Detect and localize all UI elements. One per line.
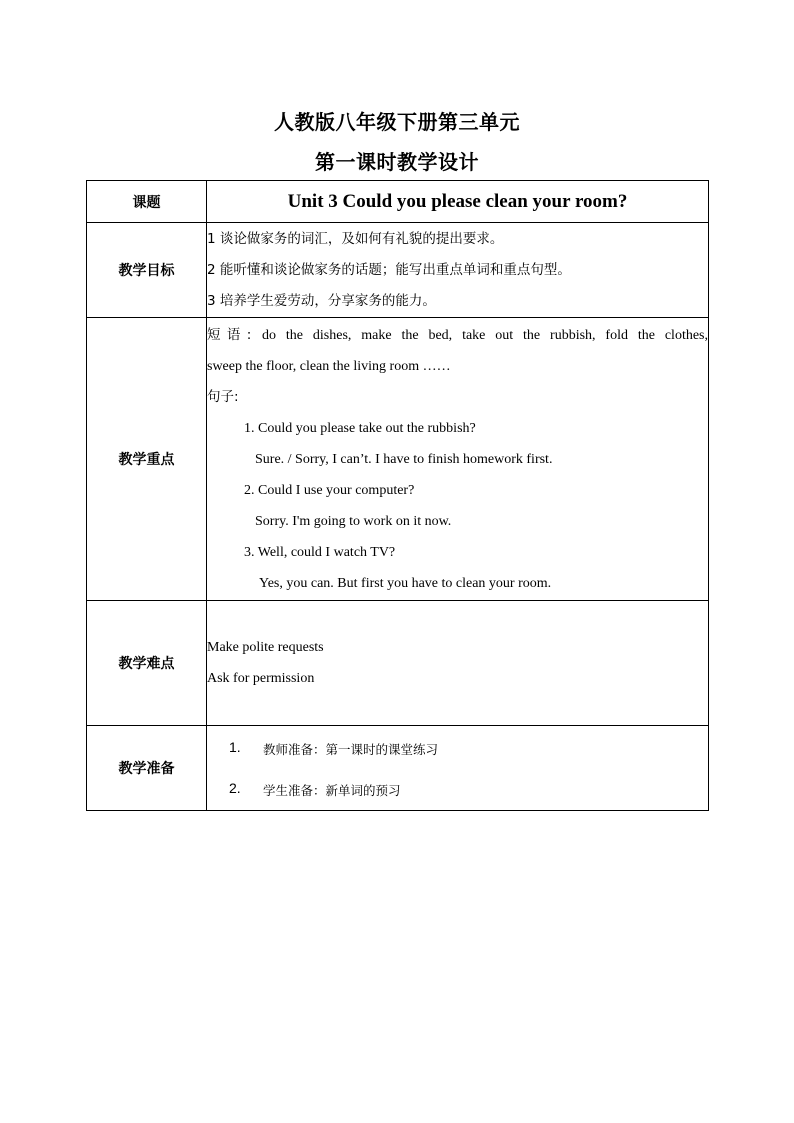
topic-row: [87, 181, 709, 223]
sentences-label: 句子:: [207, 388, 239, 405]
lesson-plan-table: [86, 180, 709, 811]
sentence-2-reply: Sorry. I'm going to work on it now.: [255, 513, 452, 529]
objective-item: 1 谈论做家务的词汇，及如何有礼貌的提出要求。: [207, 230, 504, 247]
sentence-3-reply: Yes, you can. But first you have to clean your room.: [259, 575, 552, 591]
difficulties-label: 教学难点: [87, 601, 207, 726]
preparation-item: [207, 768, 708, 810]
phrases-line: [207, 320, 708, 351]
key-points-label: 教学重点: [87, 318, 207, 601]
preparation-row: [87, 726, 709, 811]
difficulties-row: [87, 601, 709, 726]
topic-label: 课题: [87, 181, 207, 223]
phrases-prefix: 短语:: [207, 326, 252, 343]
document-subtitle: 第一课时教学设计: [315, 150, 479, 174]
preparation-text: 学生准备：新单词的预习: [263, 783, 401, 798]
objective-item: 2 能听懂和谈论做家务的话题；能写出重点单词和重点句型。: [207, 261, 571, 278]
objective-item: 3 培养学生爱劳动，分享家务的能力。: [207, 292, 436, 309]
difficulty-item: Make polite requests: [207, 640, 324, 655]
objectives-row: [87, 223, 709, 318]
topic-value: Unit 3 Could you please clean your room?: [207, 181, 709, 223]
preparation-text: 教师准备：第一课时的课堂练习: [263, 742, 439, 757]
key-points-content: [207, 318, 709, 601]
phrases-line-2: sweep the floor, clean the living room ……: [207, 358, 451, 374]
preparation-number: 2.: [229, 780, 241, 796]
preparation-label: 教学准备: [87, 726, 207, 811]
phrases-text: do the dishes, make the bed, take out the rubbish, fold the clothes,: [262, 327, 709, 343]
difficulties-content: [207, 601, 709, 726]
objectives-label: 教学目标: [87, 223, 207, 318]
sentence-1-reply: Sure. / Sorry, I can’t. I have to finish homework first.: [255, 451, 553, 467]
document-title: 人教版八年级下册第三单元: [274, 110, 520, 134]
key-points-row: [87, 318, 709, 601]
preparation-number: 1.: [229, 739, 241, 755]
preparation-item: [207, 726, 708, 768]
objectives-content: [207, 223, 709, 318]
sentence-3: 3. Well, could I watch TV?: [244, 544, 396, 560]
sentence-1: 1. Could you please take out the rubbish?: [244, 420, 476, 436]
sentence-2: 2. Could I use your computer?: [244, 482, 415, 498]
difficulty-item: Ask for permission: [207, 671, 315, 686]
preparation-content: [207, 726, 709, 811]
